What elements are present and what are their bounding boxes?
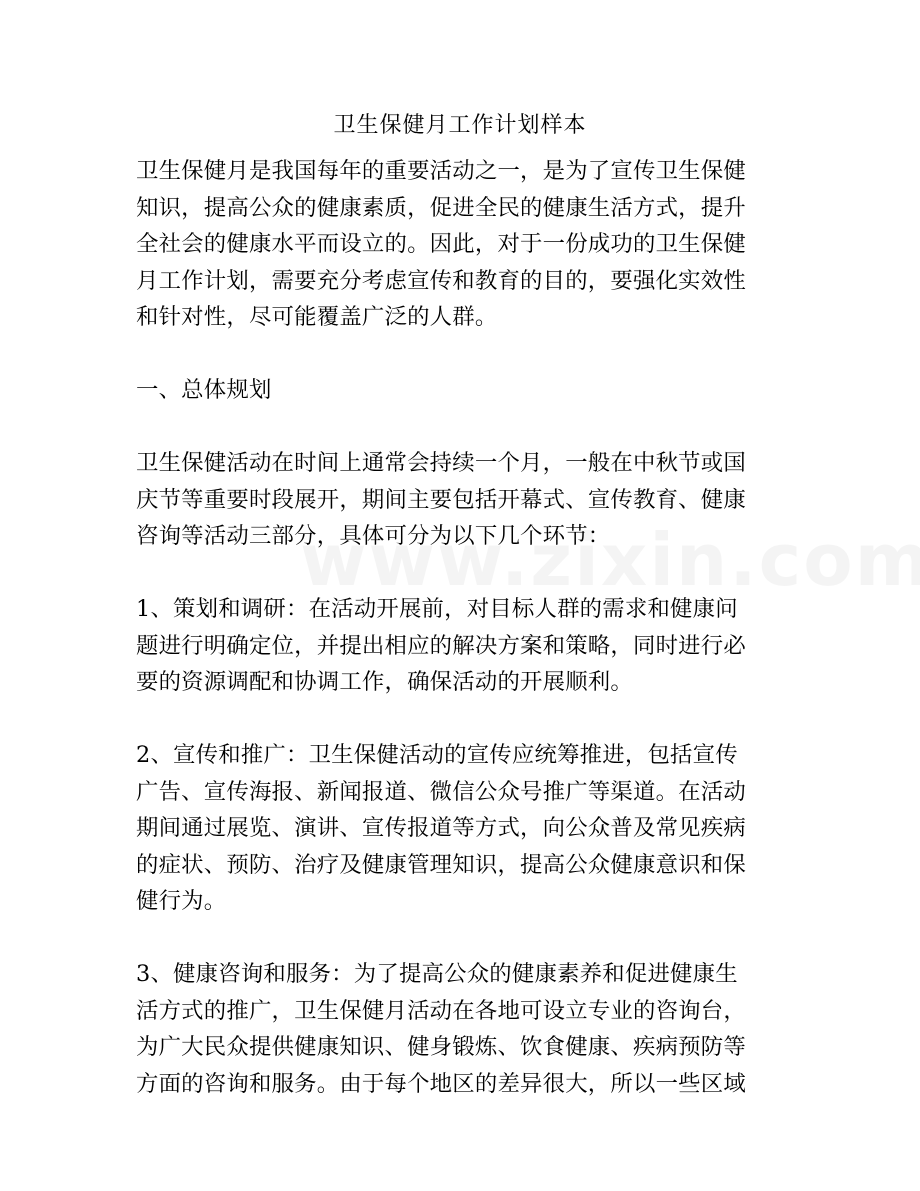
document-body	[136, 153, 786, 1102]
text-line: 要的资源调配和协调工作，确保活动的开展顺利。	[136, 669, 633, 695]
text-line: 卫生保健活动在时间上通常会持续一个月，一般在中秋节或国	[136, 450, 746, 476]
text-line: 卫生保健月是我国每年的重要活动之一，是为了宣传卫生保健	[136, 158, 746, 184]
text-line: 庆节等重要时段展开，期间主要包括开幕式、宣传教育、健康	[136, 486, 746, 513]
text-line: 咨询等活动三部分，具体可分为以下几个环节：	[136, 523, 611, 549]
text-line: 的症状、预防、治疗及健康管理知识，提高公众健康意识和保	[136, 851, 746, 878]
document-title: 卫生保健月工作计划样本	[333, 113, 587, 138]
paragraph	[136, 956, 786, 1102]
text-line: 广告、宣传海报、新闻报道、微信公众号推广等渠道。在活动	[136, 778, 746, 805]
paragraph-gap	[136, 555, 786, 592]
text-line: 和针对性，尽可能覆盖广泛的人群。	[136, 304, 498, 330]
paragraph	[136, 153, 786, 336]
paragraph-gap	[136, 336, 786, 373]
paragraph	[136, 445, 786, 555]
text-line: 全社会的健康水平而设立的。因此，对于一份成功的卫生保健	[136, 231, 746, 257]
text-line: 3、健康咨询和服务：为了提高公众的健康素养和促进健康生	[136, 961, 738, 987]
paragraph-gap	[136, 409, 786, 446]
text-line: 知识，提高公众的健康素质，促进全民的健康生活方式，提升	[136, 194, 746, 221]
text-line: 为广大民众提供健康知识、健身锻炼、饮食健康、疾病预防等	[136, 1034, 746, 1060]
section-heading	[136, 372, 786, 409]
text-line: 方面的咨询和服务。由于每个地区的差异很大，所以一些区域	[136, 1070, 746, 1097]
paragraph	[136, 591, 786, 701]
text-line: 题进行明确定位，并提出相应的解决方案和策略，同时进行必	[136, 632, 746, 659]
text-line: 2、宣传和推广：卫生保健活动的宣传应统筹推进，包括宣传	[136, 742, 738, 768]
text-line: 健行为。	[136, 888, 227, 914]
paragraph	[136, 737, 786, 920]
text-line: 期间通过展览、演讲、宣传报道等方式，向公众普及常见疾病	[136, 815, 746, 841]
paragraph-gap	[136, 920, 786, 957]
paragraph-gap	[136, 701, 786, 738]
text-line: 月工作计划，需要充分考虑宣传和教育的目的，要强化实效性	[136, 267, 746, 294]
text-line: 1、策划和调研：在活动开展前，对目标人群的需求和健康问	[136, 596, 738, 622]
text-line: 活方式的推广，卫生保健月活动在各地可设立专业的咨询台，	[136, 997, 746, 1024]
text-line: 一、总体规划	[136, 377, 272, 403]
